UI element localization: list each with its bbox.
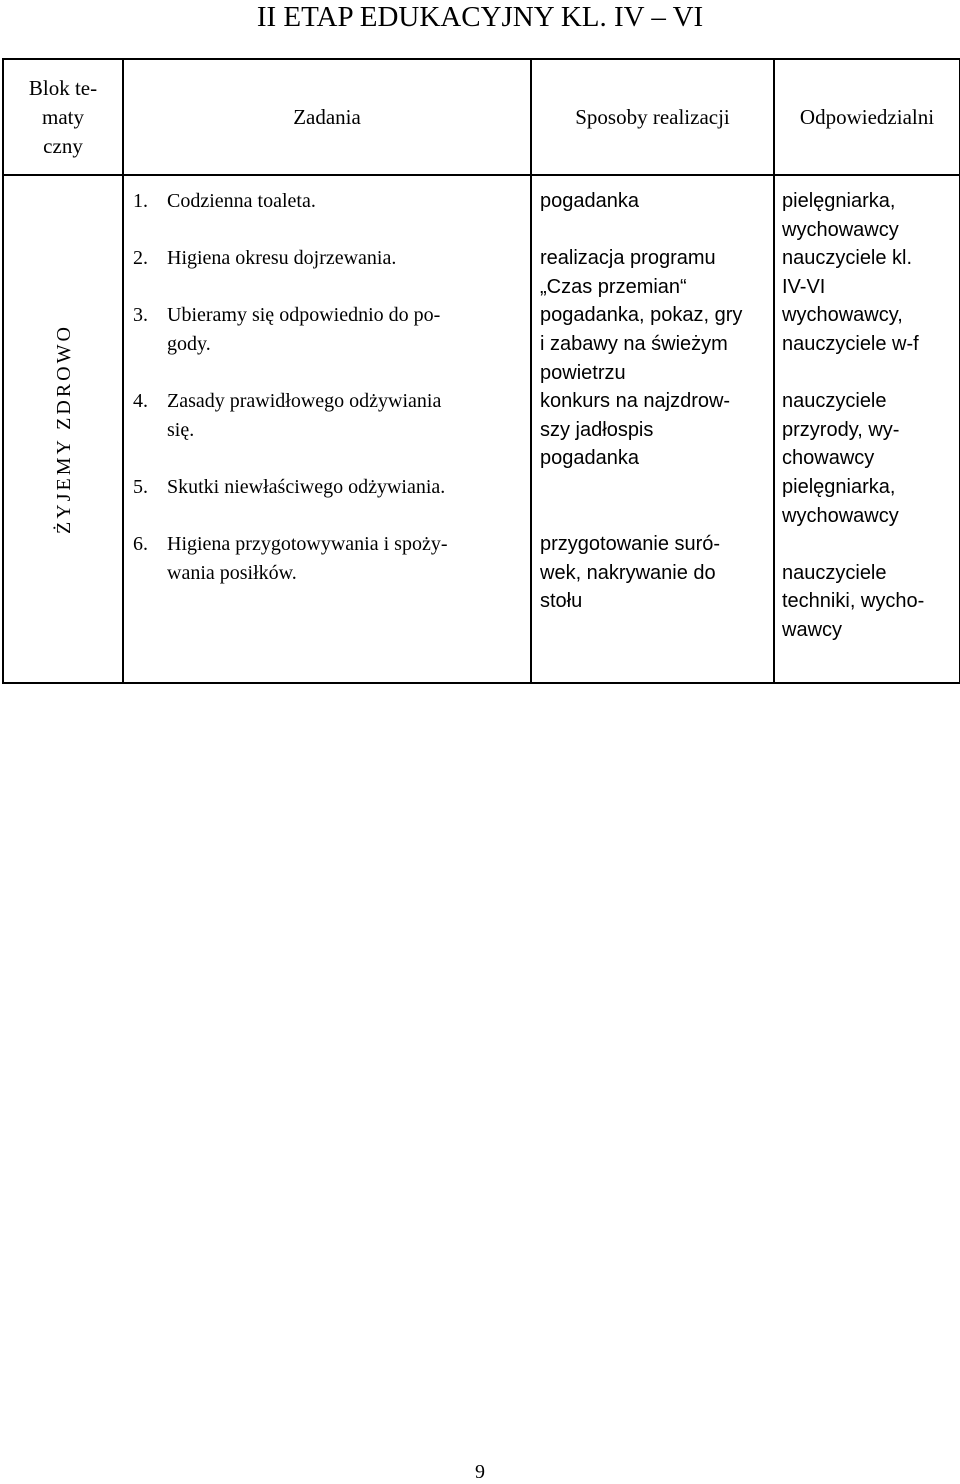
page-title: II ETAP EDUKACYJNY KL. IV – VI xyxy=(256,1,704,33)
header-block-line: maty xyxy=(42,104,84,129)
responsible-cell xyxy=(774,175,960,683)
ways-line: i zabawy na świeżym xyxy=(540,332,728,355)
task-text: Higiena okresu dojrzewania. xyxy=(167,247,397,270)
task-number: 3. xyxy=(133,304,148,327)
ways-line: pogadanka xyxy=(540,190,639,212)
task-text: Zasady prawidłowego odżywiania xyxy=(167,390,442,413)
ways-line: wek, nakrywanie do xyxy=(540,561,716,584)
responsible-line: pielęgniarka, xyxy=(782,190,896,212)
ways-line: pogadanka xyxy=(540,447,639,470)
block-name: ŻYJEMY ZDROWO xyxy=(52,324,75,534)
responsible-group xyxy=(782,187,955,359)
task-text: Skutki niewłaściwego odżywiania. xyxy=(167,475,446,498)
task-number: 6. xyxy=(133,533,148,556)
task-number: 5. xyxy=(133,475,148,498)
table-header-row xyxy=(3,59,960,175)
ways-line: pogadanka, pokaz, gry xyxy=(540,304,743,327)
responsible-line: IV-VI xyxy=(782,275,826,298)
responsible-line: chowawcy xyxy=(782,447,875,470)
ways-line: stołu xyxy=(540,590,583,613)
responsible-line: nauczyciele w-f xyxy=(782,332,919,355)
ways-cell xyxy=(531,175,774,683)
header-ways: Sposoby realizacji xyxy=(531,59,774,175)
ways-line: przygotowanie suró- xyxy=(540,533,721,556)
responsible-group xyxy=(782,559,955,645)
task-text: wania posiłków. xyxy=(167,561,297,584)
header-tasks: Zadania xyxy=(123,59,531,175)
task-text: Ubieramy się odpowiednio do po- xyxy=(167,304,441,327)
task-item xyxy=(133,387,522,444)
responsible-line: wychowawcy xyxy=(782,504,899,527)
task-number: 1. xyxy=(133,190,148,212)
tasks-cell xyxy=(123,175,531,683)
ways-line: szy jadłospis xyxy=(540,418,654,441)
block-cell xyxy=(3,175,123,683)
task-text: gody. xyxy=(167,332,211,355)
task-item xyxy=(133,473,522,502)
header-block-line: czny xyxy=(43,133,83,158)
task-item xyxy=(133,187,522,216)
header-responsible: Odpowiedzialni xyxy=(774,59,960,175)
task-item xyxy=(133,244,522,273)
ways-line: realizacja programu xyxy=(540,247,716,270)
task-item xyxy=(133,301,522,358)
responsible-line: przyrody, wy- xyxy=(782,418,900,441)
task-text: Higiena przygotowywania i spoży- xyxy=(167,533,448,556)
task-number: 4. xyxy=(133,390,148,413)
ways-group xyxy=(540,244,767,473)
ways-line: powietrzu xyxy=(540,361,626,384)
task-text: się. xyxy=(167,418,195,441)
responsible-line: nauczyciele kl. xyxy=(782,247,913,270)
responsible-line: nauczyciele xyxy=(782,561,887,584)
page-number: 9 xyxy=(475,1461,485,1483)
task-text: Codzienna toaleta. xyxy=(167,190,316,212)
responsible-line: wawcy xyxy=(782,618,843,641)
responsible-line: wychowawcy, xyxy=(782,304,903,327)
header-block xyxy=(3,59,123,175)
responsible-line: nauczyciele xyxy=(782,390,887,413)
responsible-group xyxy=(782,387,955,530)
curriculum-table xyxy=(2,58,960,684)
table-row xyxy=(3,175,960,683)
responsible-line: wychowawcy xyxy=(782,218,899,241)
ways-group xyxy=(540,530,767,616)
task-item xyxy=(133,530,522,587)
ways-line: konkurs na najzdrow- xyxy=(540,390,731,413)
header-block-line: Blok te- xyxy=(28,75,98,100)
task-number: 2. xyxy=(133,247,148,270)
responsible-line: pielęgniarka, xyxy=(782,475,896,498)
responsible-line: techniki, wycho- xyxy=(782,590,925,613)
ways-group xyxy=(540,187,767,216)
ways-line: „Czas przemian“ xyxy=(540,275,687,298)
